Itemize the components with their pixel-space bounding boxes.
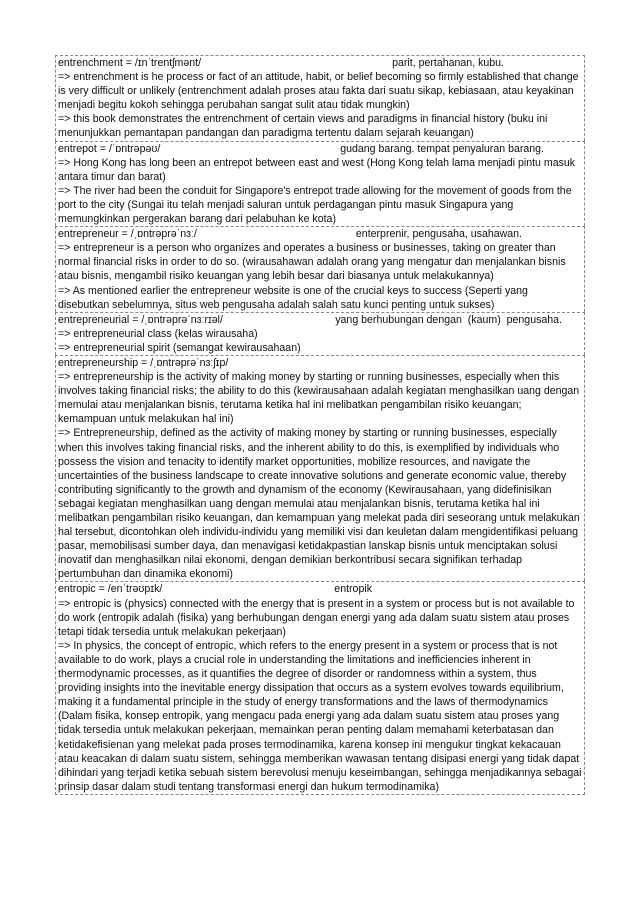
entry-definition: => entrenchment is he process or fact of an attitude, habit, or belief becoming so firmly established that change is very difficult or unlikely (entrenchment adalah proses atau fakta dari suatu sikap, kebiasaan, atau keyakinan menjadi begitu kokoh sehingga perubahan sangat sulit atau tidak mungkin)	[58, 71, 579, 112]
entry-entrepot	[55, 141, 585, 227]
entry-term: entrepreneurial = /ˌɒntrəprəˈnɜːrɪəl/	[58, 313, 223, 326]
entry-definition: => entropic is (physics) connected with the energy that is present in a system or process but is not available to do work (entropik adalah (fisika) yang berhubungan dengan energi yang ada dalam suatu sistem atau proses tetapi tidak tersedia untuk melakukan pekerjaan)	[58, 597, 575, 638]
entry-entrepreneurship	[55, 355, 585, 582]
entry-definition: => entrepreneurship is the activity of making money by starting or running businesses, especially when this involves taking financial risks; the ability to do this (kewirausahaan adalah kegiatan menghasilkan uang dengan memulai atau menjalankan bisnis, terutama ketika hal ini melibatkan pengambilan risiko keuangan; kemampuan untuk melakukan hal ini)	[58, 371, 580, 426]
entry-translation: gudang barang. tempat penyaluran barang.	[340, 142, 544, 155]
entry-example: => In physics, the concept of entropic, which refers to the energy present in a system or process that is not available to do work, plays a crucial role in understanding the limitations and inefficiencies inherent in thermodynamic processes, as it quantifies the degree of disorder or randomness within a system, thus providing insights into the inevitable energy dissipation that occurs as a system evolves towards equilibrium, making it a fundamental principle in the study of energy transformations and the laws of thermodynamics (Dalam fisika, konsep entropik, yang mengacu pada energi yang ada dalam suatu sistem atau proses yang tidak tersedia untuk melakukan pekerjaan, memainkan peran penting dalam memahami keterbatasan dan ketidakefisienan yang melekat pada proses termodinamika, karena konsep ini mengukur tingkat kekacauan atau keacakan di dalam suatu sistem, sehingga memberikan wawasan tentang disipasi energi yang tidak dapat dihindari yang terjadi ketika sebuah sistem berevolusi menuju keseimbangan, sehingga menjadikannya sebagai prinsip dasar dalam studi tentang transformasi energi dan hukum termodinamika)	[58, 639, 582, 793]
entry-translation: parit, pertahanan, kubu.	[392, 57, 504, 69]
entry-term: entrepreneurship = /ˌɒntrəprəˈnɜːʃɪp/	[58, 356, 229, 369]
entry-term: entrenchment = /ɪnˈtrentʃmənt/	[58, 57, 202, 69]
entry-example: => Entrepreneurship, defined as the activity of making money by starting or running businesses, especially when this involves taking financial risks, and the inherent ability to do this, is exemplified by individuals who possess the vision and tenacity to identify market opportunities, mobilize resources, and navigate the uncertainties of the business landscape to create innovative solutions and generate economic value, thereby contributing significantly to the growth and dynamism of the economy (Kewirausahaan, yang didefinisikan sebagai kegiatan menghasilkan uang dengan memulai atau menjalankan bisnis, terutama ketika hal ini melibatkan pengambilan risiko keuangan, dan kemampuan yang melekat pada diri seseorang untuk melakukan hal tersebut, dicontohkan oleh individu-individu yang memiliki visi dan keuletan dalam mengidentifikasi peluang pasar, memobilisasi sumber daya, dan menavigasi ketidakpastian lanskap bisnis untuk menciptakan solusi inovatif dan menghasilkan nilai ekonomi, dengan demikian berkontribusi secara signifikan terhadap pertumbuhan dan dinamika ekonomi)	[58, 427, 580, 581]
entry-translation: yang berhubungan dengan (kaum) pengusaha.	[335, 313, 562, 326]
entry-definition: => Hong Kong has long been an entrepot between east and west (Hong Kong telah lama menjadi pintu masuk antara timur dan barat)	[58, 156, 576, 183]
dictionary-document	[55, 55, 585, 795]
entry-header	[58, 582, 582, 596]
entry-entrenchment	[55, 55, 585, 141]
entry-example: => As mentioned earlier the entrepreneur website is one of the crucial keys to success (Seperti yang disebutkan sebelumnya, situs web pengusaha adalah salah satu kunci penting untuk sukses)	[58, 284, 528, 311]
entry-definition: => entrepreneurial class (kelas wirausaha)	[58, 327, 258, 340]
entry-entrepreneurial	[55, 312, 585, 355]
entry-header	[58, 227, 582, 241]
entry-translation: enterprenir, pengusaha, usahawan.	[355, 228, 522, 241]
entry-header	[58, 56, 582, 70]
entry-term: entrepreneur = /ˌɒntrəprəˈnɜː/	[58, 228, 197, 241]
entry-entropic	[55, 581, 585, 794]
entry-header	[58, 356, 582, 370]
entry-term: entropic = /enˈtrəʊpɪk/	[58, 583, 163, 596]
entry-header	[58, 142, 582, 156]
entry-example: => entrepreneurial spirit (semangat kewirausahaan)	[58, 341, 301, 354]
entry-entrepreneur	[55, 226, 585, 312]
entry-definition: => entrepreneur is a person who organizes and operates a business or businesses, taking on greater than normal financial risks in order to do so. (wirausahawan adalah orang yang mengatur dan menjalankan bisnis atau bisnis, mengambil risiko keuangan yang lebih besar dari biasanya untuk melakukannya)	[58, 242, 566, 283]
entry-term: entrepot = /ˈɒntrəpəʊ/	[58, 142, 161, 155]
entry-header	[58, 313, 582, 327]
entry-translation: entropik	[334, 583, 372, 596]
entry-example: => The river had been the conduit for Singapore's entrepot trade allowing for the movement of goods from the port to the city (Sungai itu telah menjadi saluran untuk perdagangan pintu masuk Singapura yang memungkinkan pergerakan barang dari pelabuhan ke kota)	[58, 184, 572, 226]
entry-example: => this book demonstrates the entrenchment of certain views and paradigms in financial history (buku ini menunjukkan pemantapan pandangan dan paradigma tertentu dalam sejarah keuangan)	[58, 113, 548, 140]
